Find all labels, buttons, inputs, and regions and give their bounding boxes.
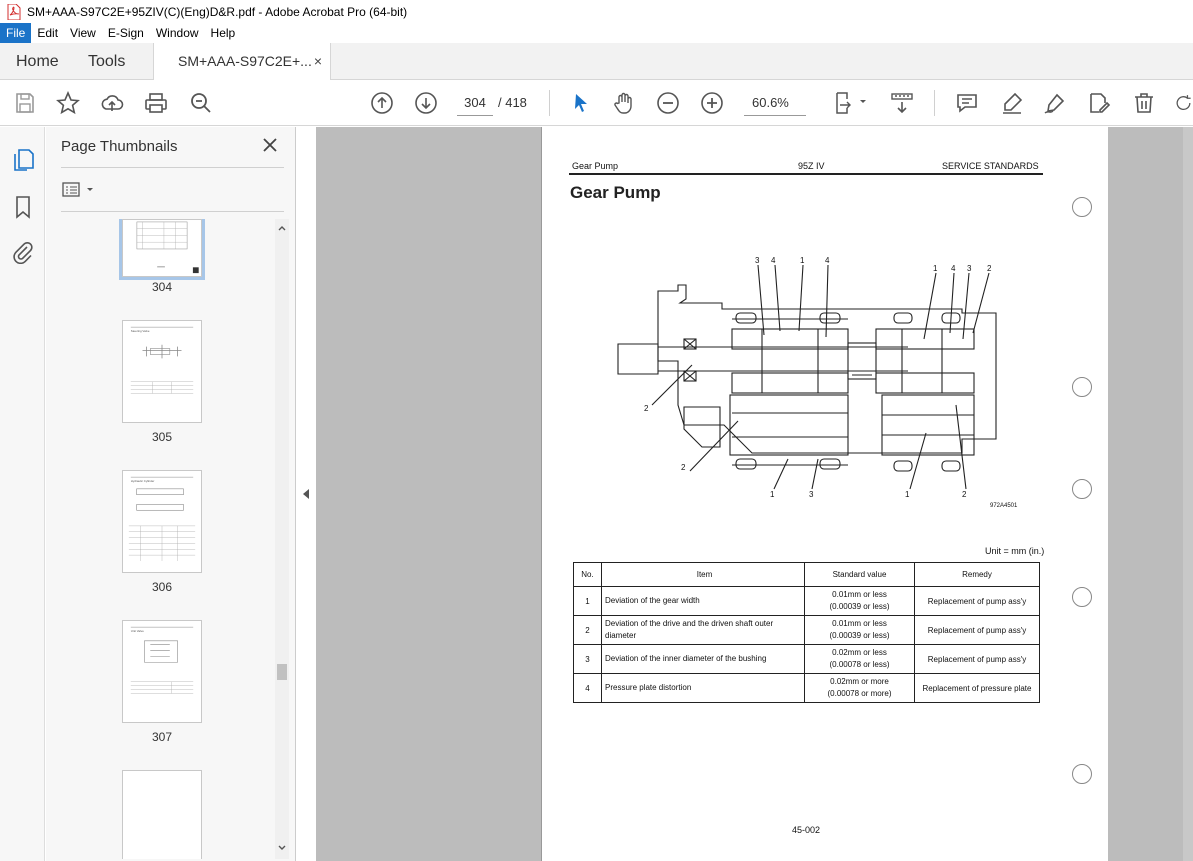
callout-label: 3 [967,264,972,273]
page-header-center: 95Z IV [798,161,825,171]
callout-label: 1 [800,256,805,265]
page-header-left: Gear Pump [572,161,619,171]
menu-view[interactable]: View [70,26,96,40]
row-item: Deviation of the gear width [602,587,805,616]
units-note: Unit = mm (in.) [985,546,1045,556]
column-header: Item [602,563,805,587]
rotate-icon[interactable] [1174,90,1193,116]
table-header-row [574,563,1040,587]
thumbnail-label: 306 [151,580,173,594]
thumbnail-label: 304 [151,280,173,294]
standard-inch: (0.00039 or less) [829,631,890,640]
row-remedy: Replacement of pressure plate [915,674,1040,703]
page-title: Gear Pump [570,183,661,202]
panel-divider [61,167,284,168]
edit-pdf-icon[interactable] [1086,90,1112,116]
panel-divider [61,211,284,212]
toolbar [0,80,1193,126]
callout-label: 4 [825,256,830,265]
zoom-search-icon[interactable] [188,90,214,116]
thumbnail-label: 307 [151,730,173,744]
row-standard-value [805,616,915,645]
header-rule [569,173,1043,175]
row-number: 3 [574,645,602,674]
callout-label: 4 [771,256,776,265]
punch-hole [1072,587,1092,607]
scrollbar-thumb[interactable] [277,664,287,680]
row-standard-value [805,587,915,616]
select-cursor-icon[interactable] [568,90,594,116]
callout-label: 1 [933,264,938,273]
standard-inch: (0.00078 or less) [829,660,890,669]
callout-label: 2 [681,463,686,472]
row-item: Deviation of the inner diameter of the bushing [602,645,805,674]
row-item: Deviation of the drive and the driven shaft outer diameter [602,616,805,645]
menu-esign[interactable]: E-Sign [107,26,144,40]
tab-tools[interactable]: Tools [88,53,126,70]
title-bar [0,0,1193,23]
thumbnail-page-307[interactable] [122,620,202,723]
thumbnail-options-menu-icon[interactable] [62,181,98,199]
close-panel-icon[interactable] [260,135,280,155]
highlight-pen-icon[interactable] [999,90,1025,116]
row-item: Pressure plate distortion [602,674,805,703]
punch-hole [1072,377,1092,397]
close-tab-icon[interactable]: × [313,53,322,69]
row-number: 4 [574,674,602,703]
fill-sign-icon[interactable] [1042,90,1068,116]
thumbnail-page-304[interactable] [122,219,202,277]
row-number: 1 [574,587,602,616]
column-header: No. [574,563,602,587]
row-standard-value [805,674,915,703]
thumbnail-heading: Hydraulic Cylinder [130,479,155,484]
table-row [574,645,1040,674]
gear-pump-diagram [612,255,1032,515]
row-number: 2 [574,616,602,645]
zoom-out-icon[interactable] [655,90,681,116]
standard-metric: 0.02mm or less [832,648,887,657]
thumbnail-label: 305 [151,430,173,444]
page-thumbnails-panel [46,127,296,861]
next-page-icon[interactable] [413,90,439,116]
row-standard-value [805,645,915,674]
print-icon[interactable] [143,90,169,116]
zoom-in-icon[interactable] [699,90,725,116]
punch-hole [1072,197,1092,217]
callout-label: 1 [905,490,910,499]
tab-home[interactable]: Home [16,53,59,70]
row-remedy: Replacement of pump ass'y [915,587,1040,616]
menu-file[interactable]: File [0,23,31,43]
page-header-right: SERVICE STANDARDS [942,161,1039,171]
scroll-down-icon[interactable] [277,843,287,853]
zoom-level-input[interactable]: 60.6% [744,90,806,116]
callout-label: 2 [644,404,649,413]
bookmark-star-icon[interactable] [55,90,81,116]
panel-title: Page Thumbnails [61,138,178,155]
toolbar-divider [934,90,935,116]
table-row [574,587,1040,616]
thumbnail-heading: Steering Valve [130,329,150,334]
bookmarks-icon[interactable] [11,195,35,219]
hand-tool-icon[interactable] [611,90,637,116]
menu-bar [0,23,1193,43]
callout-label: 4 [951,264,956,273]
scroll-up-icon[interactable] [277,223,287,233]
page-thumbnails-icon[interactable] [11,148,35,172]
standard-metric: 0.01mm or less [832,619,887,628]
tab-document[interactable] [153,43,331,81]
figure-id: 972A4501 [990,503,1018,509]
row-remedy: Replacement of pump ass'y [915,616,1040,645]
table-row [574,674,1040,703]
callout-label: 1 [770,490,775,499]
row-remedy: Replacement of pump ass'y [915,645,1040,674]
pdf-page [541,127,1108,861]
fit-page-icon[interactable] [834,90,870,116]
delete-trash-icon[interactable] [1131,90,1157,116]
share-upload-icon[interactable] [99,90,125,116]
thumbnail-page-305[interactable] [122,320,202,423]
page-footer-number: 45-002 [792,825,821,835]
column-header: Standard value [805,563,915,587]
toolbar-divider [549,90,550,116]
document-viewer[interactable] [316,127,1193,861]
thumbnails-scrollbar[interactable] [275,219,289,859]
window-title: SM+AAA-S97C2E+95ZIV(C)(Eng)D&R.pdf - Adobe Acrobat Pro (64-bit) [27,4,408,19]
column-header: Remedy [915,563,1040,587]
tab-document-label: SM+AAA-S97C2E+... [178,53,312,69]
callout-label: 2 [987,264,992,273]
punch-hole [1072,479,1092,499]
standard-metric: 0.02mm or more [830,677,889,686]
tabs-bar [0,43,1193,80]
collapse-panel-icon[interactable] [300,487,312,501]
left-tool-rail [0,127,45,861]
page-number-input[interactable]: 304 [457,90,493,116]
standard-metric: 0.01mm or less [832,590,887,599]
menu-edit[interactable]: Edit [37,26,59,40]
thumbnail-list [46,219,278,859]
save-icon[interactable] [12,90,38,116]
scroll-mode-icon[interactable] [889,90,915,116]
callout-label: 2 [962,490,967,499]
thumbnail-heading: Unit Valve [130,629,144,634]
standard-inch: (0.00078 or more) [827,689,892,698]
previous-page-icon[interactable] [369,90,395,116]
comment-icon[interactable] [954,90,980,116]
menu-window[interactable]: Window [155,26,199,40]
page-count: / 418 [498,95,527,110]
punch-hole [1072,764,1092,784]
thumbnail-page-next[interactable] [122,770,202,859]
table-row [574,616,1040,645]
acrobat-pdf-icon [7,4,21,20]
callout-label: 3 [809,490,814,499]
menu-help[interactable]: Help [210,26,236,40]
attachments-paperclip-icon[interactable] [11,240,35,264]
service-standards-table [573,562,1040,703]
standard-inch: (0.00039 or less) [829,602,890,611]
document-scrollbar[interactable] [1183,127,1193,861]
thumbnail-page-306[interactable] [122,470,202,573]
callout-label: 3 [755,256,760,265]
